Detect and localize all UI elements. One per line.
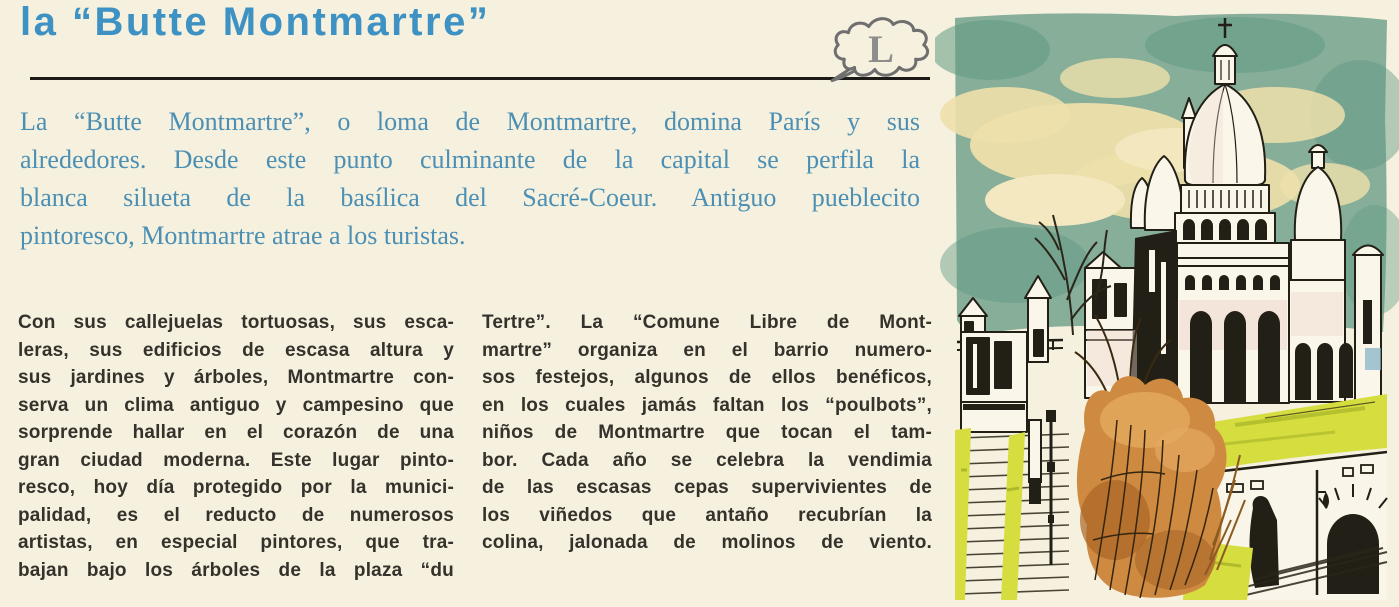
lantern: [1215, 56, 1235, 84]
lesson-letter: L: [868, 28, 894, 72]
left-stairs: [955, 410, 1069, 600]
left-column: Con sus callejuelas tortuosas, sus esca- leras, sus edificios de escasa altura y sus jardines y árboles, Montmartre con- serva un clima antiguo y campesino que sorprende hallar en el corazón de una gran ciudad moderna. Este lugar pinto- resco, hoy día protegido por la munici- palidad, es el reducto de numerosos artistas, en especial pintores, que tra- bajan bajo los árboles de la plaza “du: [18, 312, 454, 581]
montmartre-illustration: [935, 0, 1399, 607]
right-column: Tertre”. La “Comune Libre de Mont- martre” organiza en el barrio numero- sos festejos, algunos de ellos benéficos, en los cuales jamás faltan los “poulbots”, niños de Montmartre que tocan el tam- bor. Cada año se celebra la vendimia de las escasas cepas supervivientes de los viñedos que antaño recubrían la colina, jalonada de molinos de viento.: [482, 312, 932, 553]
newel-post: [1029, 420, 1041, 482]
title-divider: [30, 77, 930, 80]
right-arcade: [1295, 343, 1353, 400]
dome-drum: [1181, 185, 1269, 213]
facade-arches: [1190, 311, 1280, 402]
blue-patch: [1365, 348, 1381, 370]
page-title: la “Butte Montmartre”: [20, 0, 491, 44]
intro-paragraph: La “Butte Montmartre”, o loma de Montmartre, domina París y sus alrededores. Desde este punto culminante de la capital se perfila la blanca silueta de la basílica del Sacré-Coeur. Antiguo pueblecito pintoresco, Montmartre atrae a los turistas.: [20, 107, 920, 250]
lesson-cloud-icon: [828, 14, 934, 84]
